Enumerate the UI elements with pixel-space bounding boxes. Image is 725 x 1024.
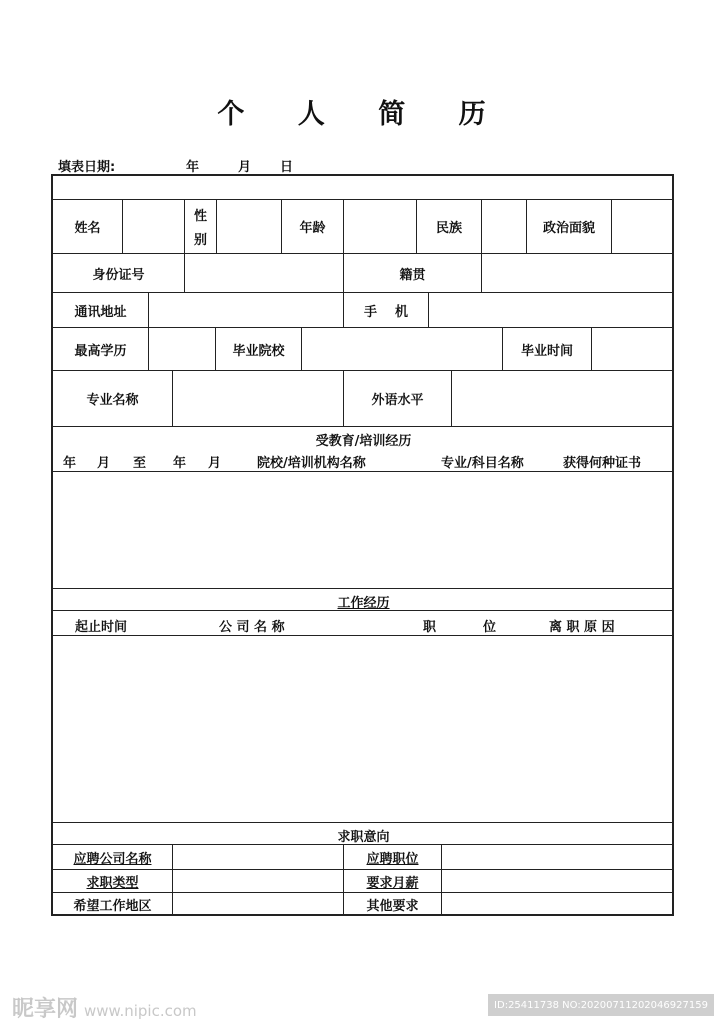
gender-label-2: 别 (193, 232, 207, 248)
preferred-region-field[interactable] (173, 893, 343, 916)
age-label: 年龄 (299, 221, 326, 236)
education-history-area[interactable] (53, 472, 674, 588)
date-day-label: 日 (280, 160, 294, 175)
native-place-label: 籍贯 (399, 267, 426, 283)
preferred-region-label: 希望工作地区 (73, 899, 152, 914)
expected-salary-label: 要求月薪 (366, 875, 419, 891)
address-label: 通讯地址 (74, 304, 127, 320)
major-label: 专业名称 (86, 393, 139, 408)
age-field[interactable] (344, 200, 416, 253)
watermark-site-name: 昵享网 (12, 997, 79, 1022)
work-history-area[interactable] (53, 636, 674, 822)
target-company-label: 应聘公司名称 (73, 851, 152, 867)
edu-col-major: 专业/科目名称 (441, 456, 524, 471)
date-month-label: 月 (238, 160, 252, 175)
graduation-time-label: 毕业时间 (520, 343, 573, 359)
job-type-label: 求职类型 (86, 875, 139, 891)
language-level-field[interactable] (452, 371, 674, 426)
name-field[interactable] (123, 200, 184, 253)
graduation-time-field[interactable] (592, 328, 674, 370)
watermark-site-url: www.nipic.com (84, 1002, 197, 1020)
school-field[interactable] (302, 328, 502, 370)
political-status-field[interactable] (612, 200, 674, 253)
gender-label-1: 性 (193, 208, 207, 224)
expected-salary-field[interactable] (442, 870, 674, 892)
target-position-label: 应聘职位 (366, 851, 419, 867)
edu-col-end-year: 年 (173, 456, 187, 471)
watermark-logo (12, 992, 197, 1023)
id-number-field[interactable] (185, 254, 343, 292)
language-level-label: 外语水平 (371, 393, 424, 408)
education-section-title: 受教育/培训经历 (315, 434, 412, 449)
edu-col-start-month: 月 (97, 456, 111, 471)
political-status-label: 政治面貌 (542, 221, 595, 236)
page-title: 个 人 简 历 (217, 99, 508, 130)
name-label: 姓名 (74, 221, 101, 236)
ethnicity-field[interactable] (482, 200, 526, 253)
work-col-position-2: 位 (483, 620, 497, 635)
mobile-field[interactable] (429, 293, 674, 327)
target-company-field[interactable] (173, 845, 343, 869)
work-section-title: 工作经历 (337, 596, 390, 611)
edu-col-to: 至 (133, 456, 147, 471)
date-year-label: 年 (186, 160, 200, 175)
edu-col-institution: 院校/培训机构名称 (257, 456, 366, 471)
native-place-field[interactable] (482, 254, 674, 292)
resume-form-table (51, 174, 674, 916)
other-requirements-field[interactable] (442, 893, 674, 916)
work-col-company: 公 司 名 称 (219, 620, 285, 635)
address-field[interactable] (149, 293, 343, 327)
work-col-period: 起止时间 (75, 620, 128, 635)
education-label: 最高学历 (74, 343, 127, 359)
watermark-id-banner: ID:25411738 NO:20200711202046927159 (488, 994, 714, 1016)
school-label: 毕业院校 (232, 343, 285, 359)
target-position-field[interactable] (442, 845, 674, 869)
ethnicity-label: 民族 (435, 221, 462, 236)
gender-field[interactable] (217, 200, 281, 253)
edu-col-certificate: 获得何种证书 (563, 456, 642, 471)
work-col-position-1: 职 (423, 620, 437, 635)
work-col-leave-reason: 离 职 原 因 (549, 620, 615, 635)
major-field[interactable] (173, 371, 343, 426)
edu-col-start-year: 年 (63, 456, 77, 471)
mobile-label: 手 机 (363, 304, 409, 320)
education-field[interactable] (149, 328, 215, 370)
job-type-field[interactable] (173, 870, 343, 892)
intent-section-title: 求职意向 (337, 830, 390, 845)
fill-date-label: 填表日期: (58, 160, 116, 175)
id-number-label: 身份证号 (92, 267, 145, 283)
other-requirements-label: 其他要求 (366, 899, 419, 914)
edu-col-end-month: 月 (208, 456, 222, 471)
